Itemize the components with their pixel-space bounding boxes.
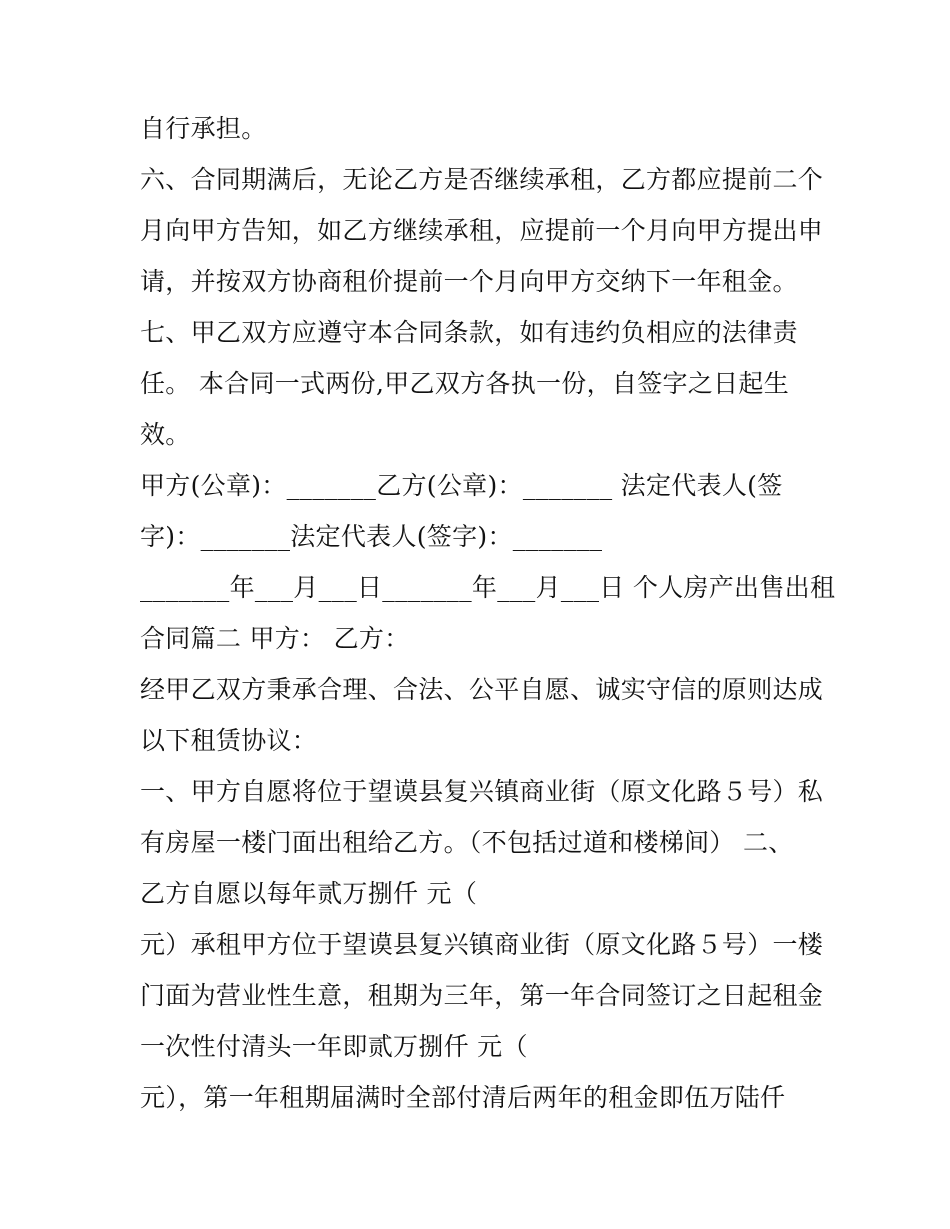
text-line: 请，并按双方协商租价提前一个月向甲方交纳下一年租金。 <box>140 267 798 296</box>
text-line: 门面为营业性生意，租期为三年，第一年合同签订之日起租金 <box>140 981 824 1010</box>
text-line: 以下租赁协议： <box>140 726 318 755</box>
text-line: 元）承租甲方位于望谟县复兴镇商业街（原文化路５号）一楼 <box>140 930 824 959</box>
signature-line: 甲方(公章)：_______乙方(公章)：_______ 法定代表人(签 <box>140 471 783 500</box>
text-line: 一、甲方自愿将位于望谟县复兴镇商业街（原文化路５号）私 <box>140 777 824 806</box>
text-line: 七、甲乙双方应遵守本合同条款，如有违约负相应的法律责 <box>140 318 798 347</box>
text-line: 任。 本合同一式两份,甲乙双方各执一份，自签字之日起生 <box>140 369 789 398</box>
text-line: 有房屋一楼门面出租给乙方。（不包括过道和楼梯间） 二、 <box>140 828 794 857</box>
text-line: 六、合同期满后，无论乙方是否继续承租，乙方都应提前二个 <box>140 165 824 194</box>
section-heading: 合同篇二 甲方： 乙方： <box>140 624 410 653</box>
text-line: 月向甲方告知，如乙方继续承租，应提前一个月向甲方提出申 <box>140 216 824 245</box>
text-line: 一次性付清头一年即贰万捌仟 元（ <box>140 1032 528 1061</box>
signature-line: 字)：_______法定代表人(签字)：_______ <box>140 522 603 551</box>
date-line: _______年___月___日_______年___月___日 个人房产出售出租 <box>140 573 836 602</box>
text-line: 经甲乙双方秉承合理、合法、公平自愿、诚实守信的原则达成 <box>140 675 824 704</box>
text-line: 元），第一年租期届满时全部付清后两年的租金即伍万陆仟 <box>140 1083 786 1112</box>
text-line: 乙方自愿以每年贰万捌仟 元（ <box>140 879 478 908</box>
text-line: 效。 <box>140 420 191 449</box>
text-line: 自行承担。 <box>140 114 267 143</box>
